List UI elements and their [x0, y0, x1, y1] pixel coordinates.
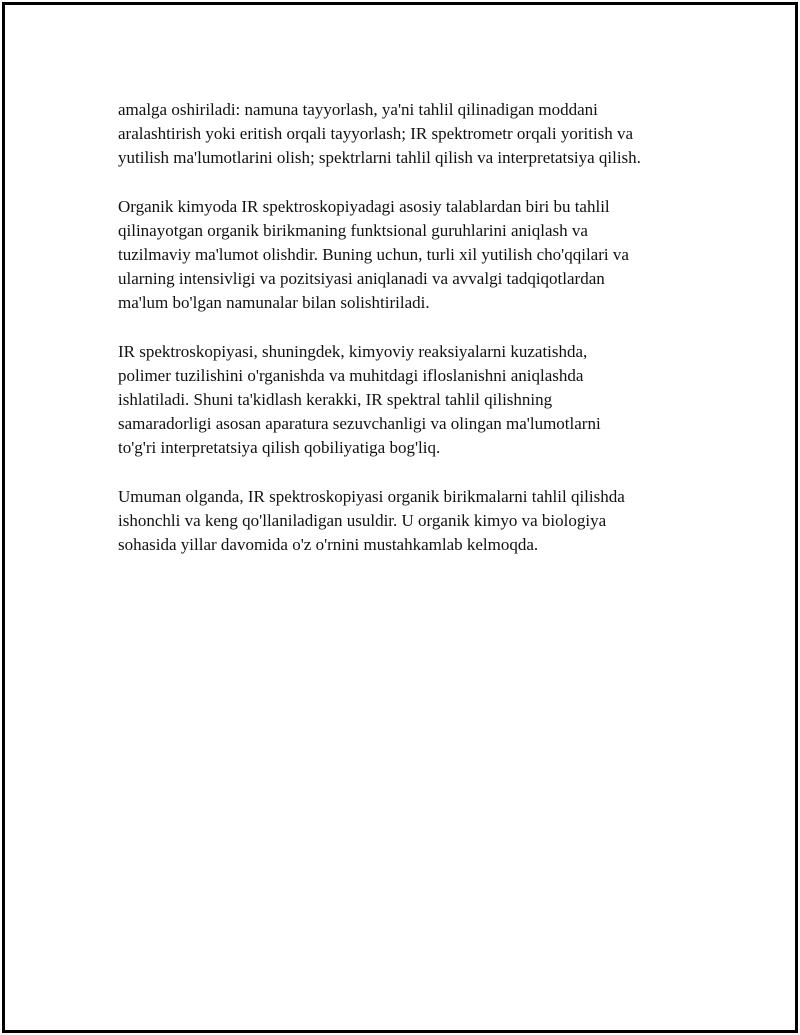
text-line: samaradorligi asosan aparatura sezuvchanligi va olingan ma'lumotlarni: [118, 414, 601, 434]
text-line: sohasida yillar davomida o'z o'rnini mustahkamlab kelmoqda.: [118, 535, 539, 555]
text-line: to'g'ri interpretatsiya qilish qobiliyatiga bog'liq.: [118, 438, 441, 458]
paragraph: [118, 98, 718, 171]
text-line: Umuman olganda, IR spektroskopiyasi organik birikmalarni tahlil qilishda: [118, 486, 625, 506]
paragraph: [118, 340, 718, 461]
text-line: IR spektroskopiyasi, shuningdek, kimyoviy reaksiyalarni kuzatishda,: [118, 341, 588, 361]
text-line: ma'lum bo'lgan namunalar bilan solishtiriladi.: [118, 293, 430, 313]
paragraph: [118, 485, 718, 558]
text-line: tuzilmaviy ma'lumot olishdir. Buning uchun, turli xil yutilish cho'qqilari va: [118, 245, 629, 265]
paragraph: [118, 195, 718, 316]
text-line: qilinayotgan organik birikmaning funktsional guruhlarini aniqlash va: [118, 220, 588, 240]
text-line: ishonchli va keng qo'llaniladigan usuldir. U organik kimyo va biologiya: [118, 510, 607, 530]
text-line: polimer tuzilishini o'rganishda va muhitdagi ifloslanishni aniqlashda: [118, 365, 584, 385]
text-line: ularning intensivligi va pozitsiyasi aniqlanadi va avvalgi tadqiqotlardan: [118, 269, 605, 289]
page-frame: [2, 2, 798, 1033]
text-line: ishlatiladi. Shuni ta'kidlash kerakki, IR spektral tahlil qilishning: [118, 390, 553, 410]
text-line: Organik kimyoda IR spektroskopiyadagi asosiy talablardan biri bu tahlil: [118, 196, 610, 216]
document-body: [118, 98, 718, 581]
text-line: yutilish ma'lumotlarini olish; spektrlarni tahlil qilish va interpretatsiya qilish.: [118, 148, 641, 168]
text-line: aralashtirish yoki eritish orqali tayyorlash; IR spektrometr orqali yoritish va: [118, 124, 634, 144]
text-line: amalga oshiriladi: namuna tayyorlash, ya'ni tahlil qilinadigan moddani: [118, 100, 598, 119]
